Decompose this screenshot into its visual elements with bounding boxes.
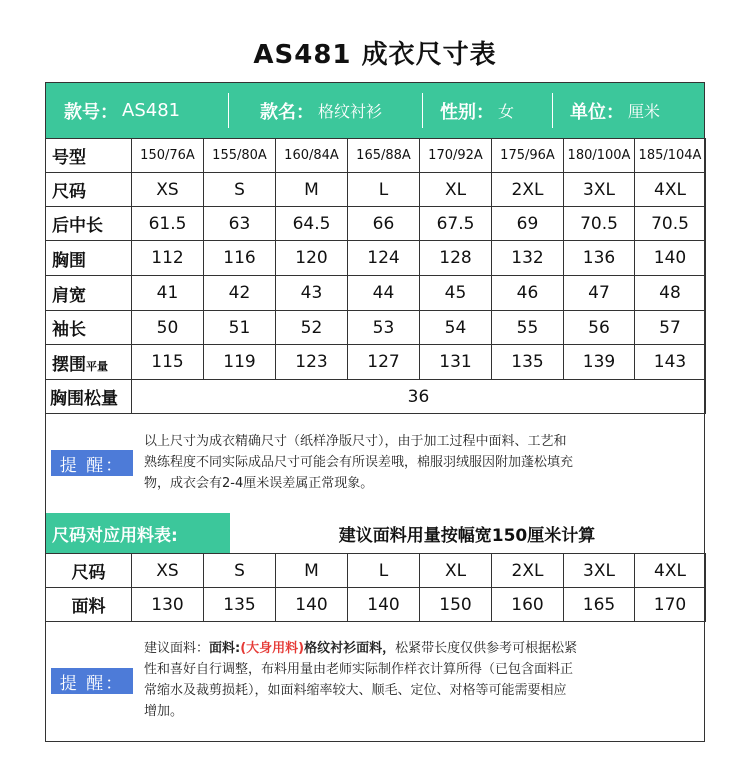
- header-divider: [552, 93, 553, 128]
- cell: 131: [420, 345, 492, 380]
- cell: 50: [132, 311, 204, 345]
- cell: 53: [348, 311, 420, 345]
- reminder-line: 常缩水及裁剪损耗），如面料缩率较大、顺毛、定位、对格等可能需要相应: [144, 683, 567, 698]
- row-sleeve: [46, 311, 706, 345]
- cell: 140: [348, 588, 420, 622]
- cell: 3XL: [564, 554, 635, 588]
- cell: 165: [564, 588, 635, 622]
- row-fabric-amount: [46, 588, 706, 622]
- row-label: 后中长: [46, 207, 132, 241]
- row-chest: [46, 241, 706, 276]
- style-name-label: 款名：: [260, 101, 314, 123]
- reminder-text: [144, 638, 699, 722]
- cell: M: [276, 554, 348, 588]
- cell: 180/100A: [564, 139, 635, 173]
- row-label: [46, 345, 132, 380]
- reminder-text: [144, 431, 699, 494]
- cell: 67.5: [420, 207, 492, 241]
- cell: 160/84A: [276, 139, 348, 173]
- row-label: 胸围松量: [46, 380, 132, 414]
- cell: 136: [564, 241, 635, 276]
- cell: 61.5: [132, 207, 204, 241]
- fabric-section-title: 尺码对应用料表:: [46, 513, 230, 553]
- unit: [570, 83, 660, 138]
- cell: 4XL: [635, 173, 706, 207]
- main-fabric-highlight: (大身用料): [240, 641, 305, 656]
- row-label: 胸围: [46, 241, 132, 276]
- info-header: [46, 83, 704, 138]
- row-fabric-size: [46, 554, 706, 588]
- style-no-value: AS481: [122, 100, 181, 121]
- fabric-table: [45, 553, 706, 622]
- gender-value: 女: [498, 102, 515, 121]
- cell: 140: [635, 241, 706, 276]
- reminder-badge: 提 醒：: [51, 668, 133, 694]
- hem-suffix: 平量: [86, 359, 108, 373]
- cell: 127: [348, 345, 420, 380]
- cell: 55: [492, 311, 564, 345]
- row-label: 面料: [46, 588, 132, 622]
- reminder-line: 物，成衣会有2-4厘米误差属正常现象。: [144, 476, 374, 491]
- row-size: [46, 173, 706, 207]
- reminder-badge: 提 醒：: [51, 450, 133, 476]
- reminder-line: 熟练程度不同实际成品尺寸可能会有所误差哦，棉服羽绒服因附加蓬松填充: [144, 455, 574, 470]
- cell: 135: [204, 588, 276, 622]
- gender: [440, 83, 514, 138]
- cell: 2XL: [492, 554, 564, 588]
- cell: 69: [492, 207, 564, 241]
- cell: 135: [492, 345, 564, 380]
- fabric-name: 格纹衬衫面料，: [304, 641, 396, 656]
- cell: 112: [132, 241, 204, 276]
- page-title: AS481 成衣尺寸表: [253, 40, 497, 70]
- style-no: [64, 83, 180, 138]
- cell: XL: [420, 554, 492, 588]
- unit-value: 厘米: [628, 102, 661, 121]
- cell: 132: [492, 241, 564, 276]
- fabric-label: 面料:: [209, 641, 241, 656]
- cell: 46: [492, 276, 564, 311]
- reminder-line: 性和喜好自行调整，布料用量由老师实际制作样衣计算所得（已包含面料正: [144, 662, 574, 677]
- cell: 139: [564, 345, 635, 380]
- cell: L: [348, 554, 420, 588]
- cell: 124: [348, 241, 420, 276]
- cell: 150/76A: [132, 139, 204, 173]
- cell: 36: [132, 380, 706, 414]
- row-chest-ease: [46, 380, 706, 414]
- row-label: 袖长: [46, 311, 132, 345]
- row-label: 尺码: [46, 554, 132, 588]
- cell: 175/96A: [492, 139, 564, 173]
- cell: 150: [420, 588, 492, 622]
- style-no-label: 款号：: [64, 101, 118, 123]
- cell: 120: [276, 241, 348, 276]
- cell: 45: [420, 276, 492, 311]
- cell: 44: [348, 276, 420, 311]
- row-label: 尺码: [46, 173, 132, 207]
- cell: 51: [204, 311, 276, 345]
- gender-label: 性别：: [440, 101, 494, 123]
- reminder-line: 以上尺寸为成衣精确尺寸（纸样净版尺寸），由于加工过程中面料、工艺和: [144, 434, 567, 449]
- cell: 116: [204, 241, 276, 276]
- cell: XS: [132, 554, 204, 588]
- size-table: [45, 138, 706, 414]
- cell: 115: [132, 345, 204, 380]
- cell: 160: [492, 588, 564, 622]
- cell: 41: [132, 276, 204, 311]
- cell: 52: [276, 311, 348, 345]
- cell: 57: [635, 311, 706, 345]
- cell: 56: [564, 311, 635, 345]
- cell: XS: [132, 173, 204, 207]
- row-label: 肩宽: [46, 276, 132, 311]
- style-name: [260, 83, 382, 138]
- cell: 54: [420, 311, 492, 345]
- cell: L: [348, 173, 420, 207]
- cell: S: [204, 554, 276, 588]
- cell: 170: [635, 588, 706, 622]
- header-divider: [228, 93, 229, 128]
- cell: 48: [635, 276, 706, 311]
- cell: XL: [420, 173, 492, 207]
- row-shoulder: [46, 276, 706, 311]
- cell: 128: [420, 241, 492, 276]
- cell: 64.5: [276, 207, 348, 241]
- cell: 3XL: [564, 173, 635, 207]
- cell: M: [276, 173, 348, 207]
- hem-label: 摆围: [52, 354, 86, 375]
- cell: 155/80A: [204, 139, 276, 173]
- cell: 70.5: [564, 207, 635, 241]
- cell: 143: [635, 345, 706, 380]
- reminder-line: 增加。: [144, 704, 184, 719]
- unit-label: 单位：: [570, 101, 624, 123]
- cell: 130: [132, 588, 204, 622]
- reminder-line: [144, 638, 699, 659]
- fabric-advice-prefix: 建议面料：: [144, 641, 210, 656]
- style-name-value: 格纹衬衫: [318, 102, 383, 121]
- cell: 4XL: [635, 554, 706, 588]
- cell: 2XL: [492, 173, 564, 207]
- cell: 43: [276, 276, 348, 311]
- row-hem: [46, 345, 706, 380]
- cell: 185/104A: [635, 139, 706, 173]
- cell: 66: [348, 207, 420, 241]
- row-model: [46, 139, 706, 173]
- header-divider: [422, 93, 423, 128]
- cell: 170/92A: [420, 139, 492, 173]
- cell: 42: [204, 276, 276, 311]
- cell: 63: [204, 207, 276, 241]
- cell: 123: [276, 345, 348, 380]
- cell: 119: [204, 345, 276, 380]
- cell: 165/88A: [348, 139, 420, 173]
- cell: 47: [564, 276, 635, 311]
- cell: 140: [276, 588, 348, 622]
- fabric-advice-rest: 松紧带长度仅供参考可根据松紧: [395, 641, 578, 656]
- row-label: 号型: [46, 139, 132, 173]
- cell: 70.5: [635, 207, 706, 241]
- cell: S: [204, 173, 276, 207]
- row-back-length: [46, 207, 706, 241]
- fabric-section-note: 建议面料用量按幅宽150厘米计算: [338, 525, 596, 546]
